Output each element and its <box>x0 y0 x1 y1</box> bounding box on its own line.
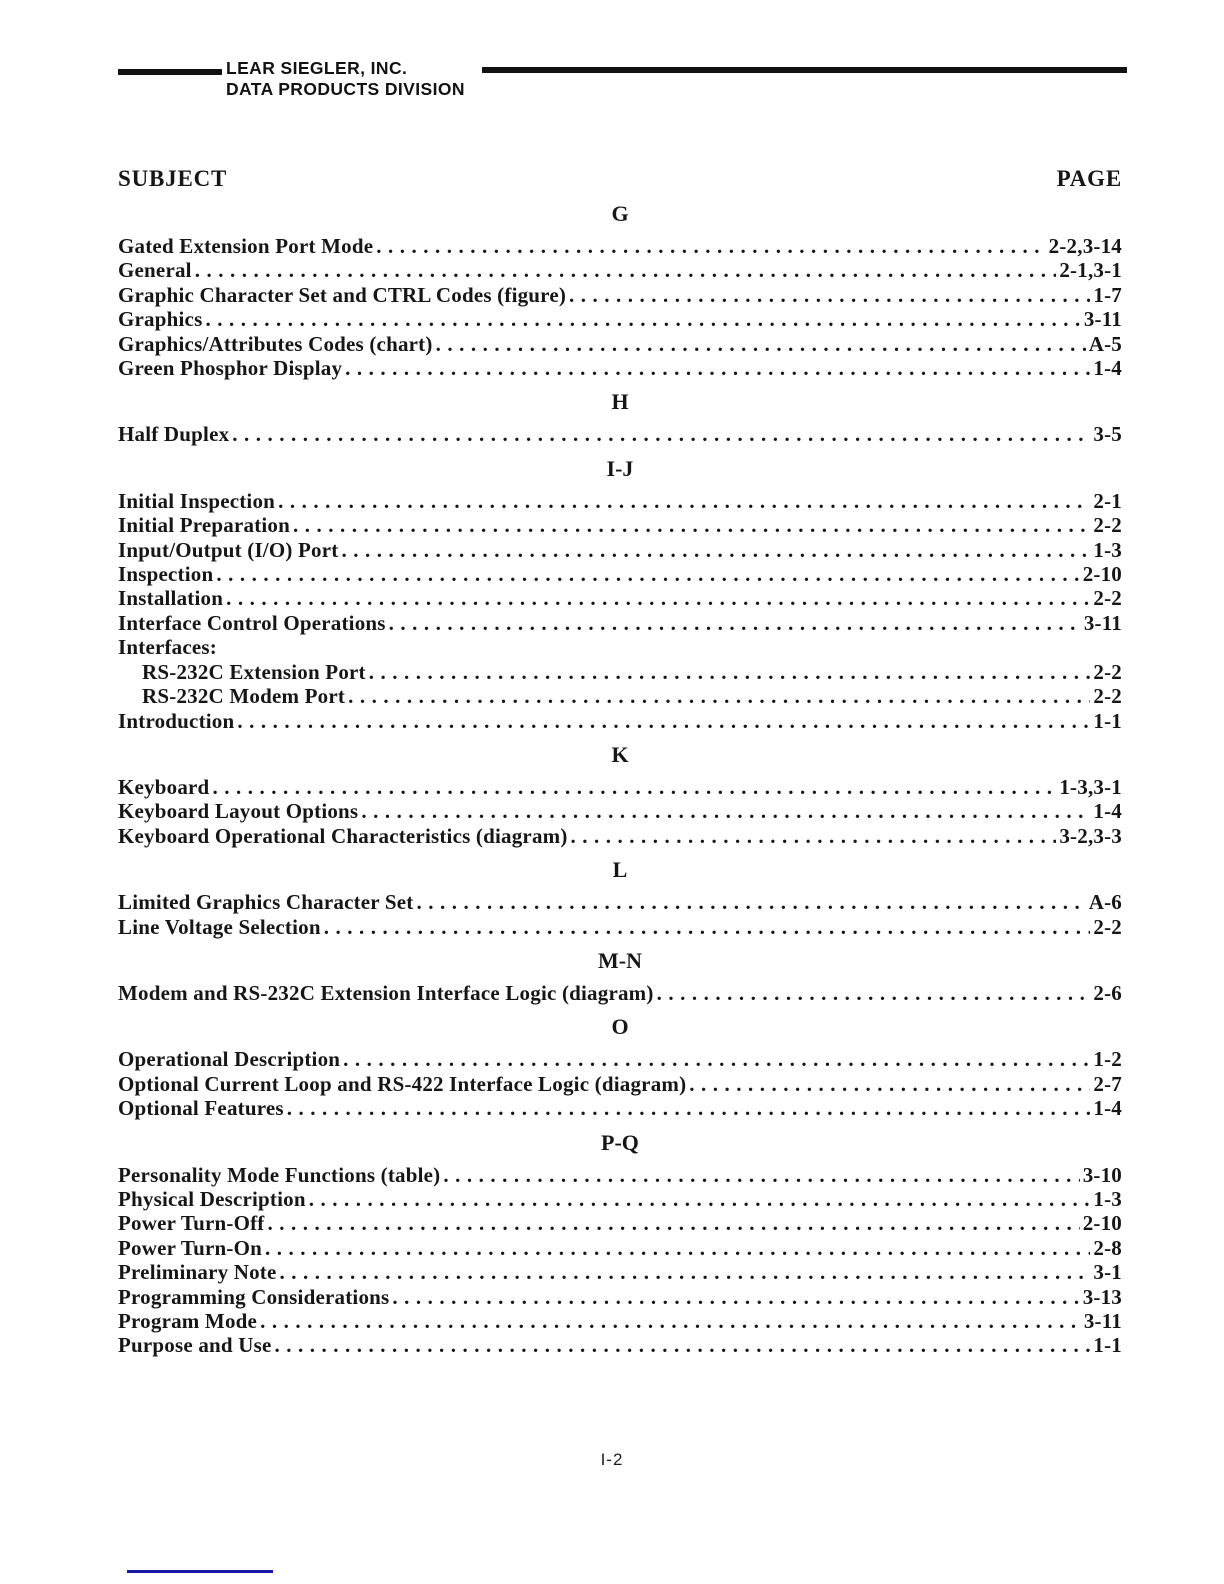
entry-page: 3-1 <box>1093 1260 1122 1285</box>
entry-page: 3-5 <box>1093 422 1122 447</box>
dot-leader <box>324 915 1091 939</box>
dot-leader <box>280 1260 1091 1284</box>
dot-leader <box>205 307 1080 331</box>
dot-leader <box>417 890 1086 914</box>
entry-page: A-6 <box>1088 890 1122 915</box>
section-letter: I-J <box>606 455 634 481</box>
division-name: DATA PRODUCTS DIVISION <box>226 79 465 99</box>
dot-leader <box>348 684 1090 708</box>
entry-page: 2-7 <box>1093 1071 1122 1096</box>
entry-page: 3-2,3-3 <box>1059 823 1122 848</box>
brand-block <box>226 58 465 100</box>
index-content <box>118 166 1122 1358</box>
entry-page: 1-3 <box>1093 537 1122 562</box>
header-rule-left <box>118 69 222 75</box>
dot-leader <box>389 611 1081 635</box>
dot-leader <box>343 1047 1090 1071</box>
section-letter: P-Q <box>601 1129 639 1155</box>
index-section <box>118 389 1122 446</box>
index-entry <box>118 1096 1122 1120</box>
entry-title: Input/Output (I/O) Port <box>118 537 339 562</box>
index-entry <box>118 1072 1122 1096</box>
dot-leader <box>260 1309 1081 1333</box>
dot-leader <box>369 660 1091 684</box>
index-section <box>118 1014 1122 1120</box>
footer-accent-line <box>127 1570 273 1573</box>
dot-leader <box>293 513 1090 537</box>
entry-title: Power Turn-Off <box>118 1211 265 1236</box>
entry-page: 2-10 <box>1082 1211 1122 1236</box>
entry-page: 2-2 <box>1093 586 1122 611</box>
entry-page: 2-1 <box>1093 488 1122 513</box>
entry-page: 2-2 <box>1093 659 1122 684</box>
dot-leader <box>436 332 1086 356</box>
dot-leader <box>571 824 1057 848</box>
index-entry <box>118 538 1122 562</box>
entry-title: Optional Features <box>118 1096 284 1121</box>
index-entry <box>118 1047 1122 1071</box>
entry-title: RS-232C Modem Port <box>142 684 346 709</box>
entry-page: 2-8 <box>1093 1235 1122 1260</box>
entry-title: Initial Preparation <box>118 513 290 538</box>
index-entry <box>118 283 1122 307</box>
index-entry <box>118 611 1122 635</box>
entry-title: Keyboard <box>118 774 210 799</box>
entry-title: Interface Control Operations <box>118 610 386 635</box>
dot-leader <box>268 1211 1080 1235</box>
index-entry <box>118 709 1122 733</box>
entry-title: Half Duplex <box>118 422 230 447</box>
index-section <box>118 1130 1122 1358</box>
entry-title: Personality Mode Functions (table) <box>118 1162 441 1187</box>
dot-leader <box>689 1072 1090 1096</box>
entry-page: A-5 <box>1088 331 1122 356</box>
dot-leader <box>226 586 1090 610</box>
entry-title: Operational Description <box>118 1047 341 1072</box>
index-section <box>118 456 1122 733</box>
footer-page-number: I-2 <box>600 1450 624 1469</box>
entry-title: Line Voltage Selection <box>118 914 321 939</box>
index-entry <box>118 562 1122 586</box>
index-entry <box>118 356 1122 380</box>
entry-page: 2-2 <box>1093 513 1122 538</box>
entry-title: Initial Inspection <box>118 488 276 513</box>
index-entry <box>118 1236 1122 1260</box>
dot-leader <box>569 283 1090 307</box>
entry-page: 1-4 <box>1093 356 1122 381</box>
index-entry <box>118 981 1122 1005</box>
entry-title: Interfaces: <box>118 635 217 660</box>
column-header-subject: SUBJECT <box>118 166 228 191</box>
index-entry <box>118 513 1122 537</box>
dot-leader <box>287 1096 1091 1120</box>
index-entry <box>118 332 1122 356</box>
entry-page: 1-4 <box>1093 799 1122 824</box>
dot-leader <box>345 356 1090 380</box>
company-name: LEAR SIEGLER, INC. <box>226 58 408 78</box>
index-entry <box>118 684 1122 708</box>
index-entry <box>118 586 1122 610</box>
entry-page: 2-2,3-14 <box>1048 234 1122 258</box>
section-letter: L <box>612 857 628 883</box>
dot-leader <box>212 775 1056 799</box>
header-rule-right <box>482 67 1127 73</box>
index-entry <box>118 1163 1122 1187</box>
entry-page: 2-10 <box>1082 562 1122 587</box>
index-entry <box>118 422 1122 446</box>
index-entry <box>118 635 1122 659</box>
entry-title: Modem and RS-232C Extension Interface Logic (diagram) <box>118 980 654 1005</box>
entry-title: General <box>118 258 192 283</box>
entry-page: 2-2 <box>1093 684 1122 709</box>
section-letter: G <box>611 201 629 226</box>
entry-title: Power Turn-On <box>118 1235 262 1260</box>
entry-title: Introduction <box>118 708 235 733</box>
entry-page: 3-11 <box>1083 307 1122 332</box>
index-entry <box>118 890 1122 914</box>
entry-page: 2-6 <box>1093 980 1122 1005</box>
entry-title: Green Phosphor Display <box>118 356 343 381</box>
index-entry <box>118 1285 1122 1309</box>
entry-page: 3-11 <box>1083 610 1122 635</box>
entry-title: Graphics/Attributes Codes (chart) <box>118 331 433 356</box>
dot-leader <box>232 422 1090 446</box>
index-entry <box>118 1260 1122 1284</box>
section-letter: H <box>611 389 629 415</box>
index-entry <box>118 660 1122 684</box>
index-sections <box>118 201 1122 1358</box>
index-entry <box>118 489 1122 513</box>
entry-title: Installation <box>118 586 224 611</box>
dot-leader <box>265 1236 1090 1260</box>
entry-title: Program Mode <box>118 1309 258 1333</box>
column-header-page: PAGE <box>1056 166 1122 191</box>
index-section <box>118 201 1122 380</box>
entry-title: Limited Graphics Character Set <box>118 890 414 915</box>
index-entry <box>118 1333 1122 1357</box>
entry-title: Keyboard Operational Characteristics (diagram) <box>118 823 568 848</box>
dot-leader <box>195 258 1057 282</box>
entry-page: 1-3 <box>1093 1186 1122 1211</box>
index-section <box>118 857 1122 939</box>
entry-title: Gated Extension Port Mode <box>118 234 374 258</box>
entry-page: 3-11 <box>1083 1309 1122 1333</box>
dot-leader <box>443 1163 1079 1187</box>
dot-leader <box>237 709 1090 733</box>
index-entry <box>118 1187 1122 1211</box>
index-entry <box>118 775 1122 799</box>
column-headers <box>118 166 1122 192</box>
entry-page: 1-4 <box>1093 1096 1122 1121</box>
index-entry <box>118 234 1122 258</box>
entry-page: 3-10 <box>1082 1162 1122 1187</box>
entry-page: 1-3,3-1 <box>1059 774 1122 799</box>
entry-title: Optional Current Loop and RS-422 Interface Logic (diagram) <box>118 1071 687 1096</box>
index-entry <box>118 824 1122 848</box>
entry-page: 1-2 <box>1093 1047 1122 1072</box>
index-section <box>118 948 1122 1005</box>
entry-title: Physical Description <box>118 1186 306 1211</box>
entry-page: 1-1 <box>1093 1333 1122 1358</box>
dot-leader <box>361 799 1090 823</box>
index-entry <box>118 258 1122 282</box>
entry-page: 1-7 <box>1093 282 1122 307</box>
section-letter: M-N <box>598 947 642 973</box>
dot-leader <box>275 1333 1091 1357</box>
dot-leader <box>278 489 1090 513</box>
index-entry <box>118 1211 1122 1235</box>
entry-title: Keyboard Layout Options <box>118 799 359 824</box>
dot-leader <box>216 562 1079 586</box>
entry-title: Graphics <box>118 307 203 332</box>
dot-leader <box>309 1187 1091 1211</box>
dot-leader <box>376 234 1045 258</box>
index-entry <box>118 915 1122 939</box>
section-letter: K <box>611 741 629 767</box>
entry-title: Purpose and Use <box>118 1333 272 1358</box>
dot-leader <box>341 538 1090 562</box>
dot-leader <box>657 981 1091 1005</box>
entry-title: Programming Considerations <box>118 1284 390 1309</box>
index-entry <box>118 1309 1122 1333</box>
entry-title: Graphic Character Set and CTRL Codes (figure) <box>118 282 567 307</box>
section-letter: O <box>611 1014 629 1040</box>
dot-leader <box>392 1285 1079 1309</box>
entry-page: 2-1,3-1 <box>1059 258 1122 283</box>
entry-title: Inspection <box>118 562 214 587</box>
entry-page: 1-1 <box>1093 708 1122 733</box>
index-entry <box>118 307 1122 331</box>
entry-page: 3-13 <box>1082 1284 1122 1309</box>
entry-title: RS-232C Extension Port <box>142 659 366 684</box>
entry-page: 2-2 <box>1093 914 1122 939</box>
index-section <box>118 742 1122 848</box>
index-entry <box>118 799 1122 823</box>
entry-title: Preliminary Note <box>118 1260 277 1285</box>
